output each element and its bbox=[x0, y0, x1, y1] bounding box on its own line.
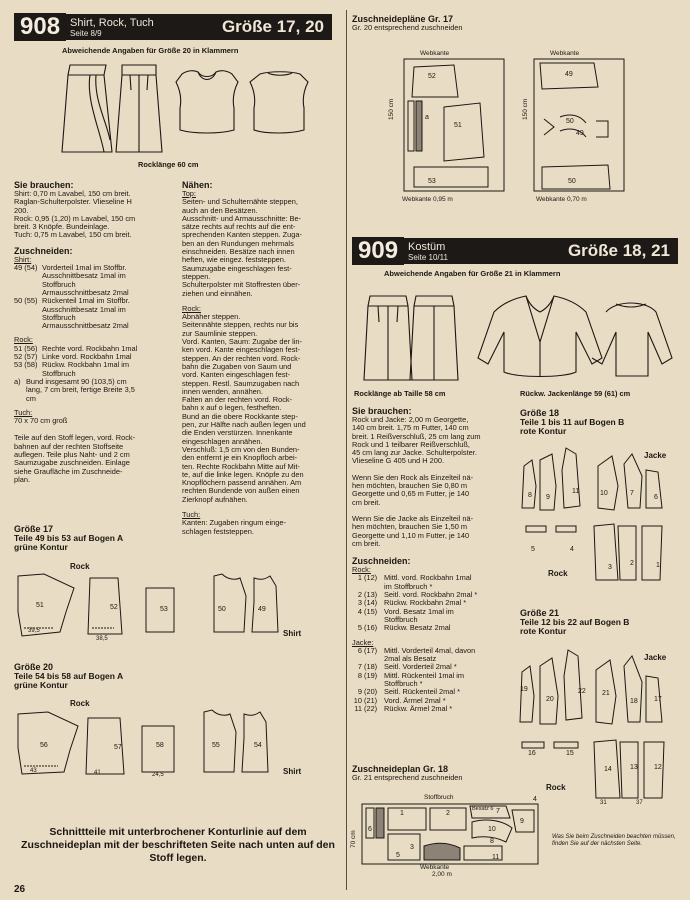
cutting-para: siehe Graufläche im Zuschneide- bbox=[14, 466, 123, 476]
sewing-line: Seiten- und Schulternähte steppen, bbox=[182, 197, 298, 207]
sewing-line: ken vord. Kante eingeschlagen fest- bbox=[182, 345, 300, 355]
sewing-line: Seitennähte steppen, rechts nur bis bbox=[182, 320, 299, 330]
plan-piece: 51 bbox=[454, 122, 462, 129]
piece-num bbox=[14, 322, 42, 330]
piece-label: 12 bbox=[654, 764, 662, 771]
size21-jacke-label: Jacke bbox=[644, 653, 667, 662]
plan18-piece: 2 bbox=[446, 810, 450, 817]
measure-label: 37 bbox=[636, 800, 643, 806]
sewing-line: sprechenden Kanten steppen. Zuga- bbox=[182, 230, 302, 240]
piece-label: 51 bbox=[36, 602, 44, 609]
piece-num: 11 bbox=[354, 703, 362, 713]
piece-text: Rückw. Besatz 2mal bbox=[384, 623, 451, 633]
column-divider bbox=[346, 10, 347, 890]
shirt-label: Shirt: bbox=[14, 254, 32, 264]
sewing-heading: Nähen: bbox=[182, 180, 213, 190]
piece-label: 21 bbox=[602, 690, 610, 697]
plan-piece: a bbox=[425, 114, 429, 121]
sewing-line: pen, zur Hälfte nach außen legen und bbox=[182, 420, 306, 430]
piece-text: Mittl. vord. Rockbahn 1mal bbox=[384, 573, 472, 583]
piece-label: 15 bbox=[566, 750, 574, 757]
page-number: 26 bbox=[14, 884, 26, 895]
plan18-piece: 6 bbox=[368, 826, 372, 833]
pattern-number: 908 bbox=[14, 13, 66, 41]
plan18-piece: 3 bbox=[410, 844, 414, 851]
piece-text: Stoffbruch bbox=[42, 312, 76, 322]
materials-line: Rock und Jacke: 2,00 m Georgette, bbox=[352, 415, 469, 424]
size21-line2: rote Kontur bbox=[520, 626, 567, 636]
top-label: Top: bbox=[182, 189, 196, 198]
piece-label: 22 bbox=[578, 688, 586, 695]
piece-num: 4 bbox=[357, 606, 362, 616]
rock-sew-label: Rock: bbox=[182, 303, 201, 313]
piece-label: 9 bbox=[546, 494, 550, 501]
piece-alt: (16) bbox=[364, 623, 378, 633]
piece-text: Rückw. Rockbahn 2mal * bbox=[384, 598, 467, 608]
plan-height: 150 cm bbox=[388, 98, 395, 120]
piece-alt: (19) bbox=[364, 670, 378, 680]
piece-label: 5 bbox=[531, 546, 535, 553]
piece-label: 55 bbox=[212, 742, 220, 749]
materials-section-909 bbox=[352, 406, 512, 713]
sewing-line: Zierknopf aufnähen. bbox=[182, 494, 248, 504]
sewing-line: Schulterpolster mit Stoffresten über- bbox=[182, 280, 301, 290]
size-note: Abweichende Angaben für Größe 21 in Klammern bbox=[384, 269, 561, 278]
piece-text: Stoffbruch bbox=[384, 614, 418, 624]
plan-piece: 49 bbox=[565, 71, 573, 78]
size17-shirt-label: Shirt bbox=[283, 629, 302, 638]
piece-num bbox=[14, 395, 26, 403]
cutting-plans-subtitle: Gr. 20 entsprechend zuschneiden bbox=[352, 23, 463, 32]
size17-title: Größe 17 bbox=[14, 524, 54, 534]
piece-label: 57 bbox=[114, 744, 122, 751]
garment-illustrations-908 bbox=[60, 60, 340, 160]
size17-line1: Teile 49 bis 53 auf Bogen A bbox=[14, 533, 124, 543]
sewing-line: steppen. Restl. Saumzugaben nach bbox=[182, 378, 300, 388]
pattern-title: Kostüm bbox=[408, 240, 446, 253]
materials-line: Wenn Sie den Rock als Einzelteil nä- bbox=[352, 472, 474, 482]
pattern-pages: Seite 8/9 bbox=[70, 28, 102, 38]
materials-line: hen möchten, brauchen Sie 0,80 m bbox=[352, 481, 468, 491]
size18-line1: Teile 1 bis 11 auf Bogen B bbox=[520, 417, 625, 427]
piece-text: Linke vord. Rockbahn 1mal bbox=[42, 352, 132, 362]
size18-block bbox=[520, 408, 680, 436]
sewing-line: bahn x auf o legen, festheften. bbox=[182, 403, 282, 413]
piece-num: 10 bbox=[353, 695, 362, 705]
cut-item bbox=[14, 322, 174, 330]
plan18-piece: Besatz 6 bbox=[472, 806, 494, 812]
piece-label: 20 bbox=[546, 696, 554, 703]
size-range: Größe 18, 21 bbox=[567, 241, 670, 260]
sewing-line: vord. Kanten eingeschlagen fest- bbox=[182, 370, 291, 380]
piece-label: 49 bbox=[258, 606, 266, 613]
piece-label: 10 bbox=[600, 490, 608, 497]
sewing-line: eingeschlagen annähen. bbox=[182, 436, 263, 446]
piece-text: Vord. Ärmel 2mal * bbox=[384, 695, 446, 705]
plan-piece: 52 bbox=[428, 73, 436, 80]
materials-section-908 bbox=[14, 180, 174, 484]
piece-label: 7 bbox=[630, 490, 634, 497]
size17-block bbox=[14, 524, 194, 552]
sewing-line: ten. Rechte Rockbahn Mitte auf Mit- bbox=[182, 461, 300, 471]
sewing-line: ziehen und einnähen. bbox=[182, 288, 253, 298]
piece-alt: (14) bbox=[364, 598, 378, 608]
piece-num: 2 bbox=[357, 590, 362, 600]
materials-line: 200. bbox=[14, 205, 29, 215]
sewing-line: innen wenden, annähen. bbox=[182, 386, 263, 396]
piece-num bbox=[14, 306, 42, 314]
materials-line: cm breit. bbox=[352, 538, 381, 548]
pattern-number: 909 bbox=[352, 237, 404, 265]
cut-item bbox=[352, 574, 512, 582]
sewing-line: Knopflöchern passend annähen. Am bbox=[182, 478, 302, 488]
piece-text: Seitl. Vorderteil 2mal * bbox=[384, 662, 457, 672]
piece-num bbox=[14, 386, 26, 394]
materials-line: Georgette und 0,65 m Futter, je 140 bbox=[352, 489, 470, 499]
cutting-heading: Zuschneiden: bbox=[352, 556, 411, 567]
piece-num: 3 bbox=[357, 598, 362, 608]
piece-text: Stoffbruch * bbox=[384, 679, 423, 689]
piece-alt: (17) bbox=[364, 645, 378, 655]
garment-illustrations-909 bbox=[354, 282, 684, 388]
piece-label: 8 bbox=[528, 492, 532, 499]
size18-rock-label: Rock bbox=[548, 569, 568, 578]
sewing-line: te, auf die linke legen. Knöpfe zu den bbox=[182, 469, 304, 479]
plan18-piece: 1 bbox=[400, 810, 404, 817]
piece-label: 11 bbox=[572, 488, 580, 495]
piece-label: 13 bbox=[630, 764, 638, 771]
sewing-line: Vord. Kanten, Saum: Zugabe der lin- bbox=[182, 337, 302, 347]
size-range: Größe 17, 20 bbox=[221, 17, 324, 36]
size21-line1: Teile 12 bis 22 auf Bogen B bbox=[520, 617, 630, 627]
piece-text: 2mal als Besatz bbox=[384, 654, 437, 664]
plan18-subtitle: Gr. 21 entsprechend zuschneiden bbox=[352, 773, 463, 782]
jacke-label: Jacke: bbox=[352, 637, 374, 647]
piece-text: Bund insgesamt 90 (103,5) cm bbox=[26, 376, 127, 386]
rock-label: Rock: bbox=[14, 335, 33, 345]
cut-item bbox=[14, 272, 174, 280]
piece-num: 52 (57) bbox=[14, 352, 38, 362]
piece-text: Vorderteil 1mal im Stoffbr. bbox=[42, 263, 127, 273]
cut-item bbox=[352, 608, 512, 616]
piece-label: 53 bbox=[160, 606, 168, 613]
piece-num: 5 bbox=[357, 623, 362, 633]
piece-label: 4 bbox=[570, 546, 574, 553]
piece-alt: (18) bbox=[364, 662, 378, 672]
size17-rock-label: Rock bbox=[70, 562, 90, 571]
materials-line: breit. 1 Reißverschluß, 25 cm lang zum bbox=[352, 431, 481, 441]
cutting-heading: Zuschneiden: bbox=[14, 245, 73, 256]
piece-alt: (15) bbox=[364, 606, 378, 616]
tuch-label: Tuch: bbox=[14, 407, 33, 417]
piece-label: 16 bbox=[528, 750, 536, 757]
piece-alt: (21) bbox=[364, 695, 378, 705]
materials-line: cm breit. bbox=[352, 497, 381, 507]
piece-text: Stoffbruch bbox=[42, 368, 76, 378]
plan18-piece: 8 bbox=[490, 838, 494, 845]
size20-block bbox=[14, 662, 194, 690]
materials-line: breit. 3 Knöpfe. Bundeinlage. bbox=[14, 222, 110, 232]
sewing-line: heften, wie eingez. feststeppen. bbox=[182, 255, 286, 265]
size17-pieces bbox=[14, 572, 294, 644]
piece-label: 50 bbox=[218, 606, 226, 613]
piece-label: 6 bbox=[654, 494, 658, 501]
sewing-line: Falten an der rechten vord. Rock- bbox=[182, 395, 293, 405]
pattern-pages: Seite 10/11 bbox=[408, 252, 448, 262]
cutting-plans-title: Zuschneidepläne Gr. 17 bbox=[352, 14, 454, 24]
sewing-line: Abnäher steppen. bbox=[182, 312, 241, 322]
plan18-piece: 9 bbox=[520, 818, 524, 825]
sewing-line: auch an den Besätzen. bbox=[182, 205, 258, 215]
piece-num: 7 bbox=[357, 662, 362, 672]
footer-note: Schnittteile mit unterbrochener Konturlinie auf dem Zuschneideplan mit der beschrifteten Seite nach unten auf den Stoff legen. bbox=[21, 826, 335, 864]
piece-num: 6 bbox=[357, 645, 362, 655]
materials-line: hen möchten, brauchen Sie 1,50 m bbox=[352, 522, 468, 532]
plan18-width: 2,00 m bbox=[432, 871, 452, 878]
cut-item bbox=[352, 624, 512, 632]
plan18-stoffbruch: Stoffbruch bbox=[424, 794, 454, 801]
sewing-line: Bund an die obere Rockkante step- bbox=[182, 411, 298, 421]
piece-num: 49 (54) bbox=[14, 263, 38, 273]
piece-num: 51 (56) bbox=[14, 343, 38, 353]
header-908 bbox=[14, 14, 332, 40]
size21-title: Größe 21 bbox=[520, 608, 560, 618]
piece-label: 1 bbox=[656, 562, 660, 569]
materials-line: Rock: 0,95 (1,20) m Lavabel, 150 cm bbox=[14, 213, 136, 223]
cutting-para: Teile auf den Stoff legen, vord. Rock- bbox=[14, 433, 136, 443]
piece-alt: (22) bbox=[364, 703, 378, 713]
piece-text: Armausschnittbesatz 2mal bbox=[42, 321, 129, 331]
size18-jacke-label: Jacke bbox=[644, 451, 667, 460]
size18-pieces bbox=[518, 446, 678, 596]
plan-width: Webkante 0,95 m bbox=[402, 196, 453, 203]
sewing-line: Saumzugabe eingeschlagen fest- bbox=[182, 263, 292, 273]
plan18-piece: 4 bbox=[533, 796, 537, 803]
piece-text: Seitl. Rückenteil 2mal * bbox=[384, 687, 460, 697]
sewing-line: sätze rechts auf rechts auf die ent- bbox=[182, 222, 296, 232]
sewing-line: einschneiden. Besätze nach innen bbox=[182, 247, 295, 257]
plan18-piece: 10 bbox=[488, 826, 496, 833]
measure-label: 38,5 bbox=[96, 636, 108, 642]
piece-num bbox=[14, 272, 42, 280]
size21-rock-label: Rock bbox=[546, 783, 566, 792]
plan18-height: 70 cm bbox=[350, 830, 357, 848]
plan-piece: 49 bbox=[576, 130, 584, 137]
cut-item bbox=[14, 361, 174, 369]
size17-line2: grüne Kontur bbox=[14, 542, 68, 552]
piece-text: Mittl. Rückenteil 1mal im bbox=[384, 670, 465, 680]
size20-line1: Teile 54 bis 58 auf Bogen A bbox=[14, 671, 124, 681]
plan18-piece: 5 bbox=[396, 852, 400, 859]
materials-line: 140 cm breit. 1,75 m Futter, 140 cm bbox=[352, 423, 469, 433]
piece-text: Stoffbruch bbox=[42, 279, 76, 289]
size21-pieces bbox=[518, 646, 678, 806]
measure-label: 39,5 bbox=[28, 628, 40, 634]
piece-text: Vord. Besatz 1mal im bbox=[384, 606, 454, 616]
sewing-line: rechten Bundende von außen einen bbox=[182, 486, 300, 496]
piece-label: 52 bbox=[110, 604, 118, 611]
webkante-label: Webkante bbox=[420, 50, 450, 57]
sewing-line: die Enden verstürzen. Innenkante bbox=[182, 428, 293, 438]
piece-num: 53 (58) bbox=[14, 360, 38, 370]
plan-piece: 53 bbox=[428, 178, 436, 185]
measure-label: 31 bbox=[600, 800, 607, 806]
piece-num bbox=[14, 281, 42, 289]
materials-line: Vlieseline G 405 und H 200. bbox=[352, 456, 445, 466]
piece-label: 18 bbox=[630, 698, 638, 705]
piece-label: 3 bbox=[608, 564, 612, 571]
size20-line2: grüne Kontur bbox=[14, 680, 68, 690]
tuch-size: 70 x 70 cm groß bbox=[14, 416, 68, 426]
size20-rock-label: Rock bbox=[70, 699, 90, 708]
piece-text: im Stoffbruch * bbox=[384, 581, 433, 591]
materials-line: Georgette und 1,10 m Futter, je 140 bbox=[352, 530, 470, 540]
piece-label: 2 bbox=[630, 560, 634, 567]
jacket-length-909: Rückw. Jackenlänge 59 (61) cm bbox=[520, 389, 631, 398]
cut-item bbox=[14, 386, 174, 394]
skirt-length-909: Rocklänge ab Taille 58 cm bbox=[354, 389, 446, 398]
piece-num: a) bbox=[14, 376, 21, 386]
size20-pieces bbox=[14, 708, 294, 780]
cut-item bbox=[14, 395, 174, 403]
piece-text: Armausschnittbesatz 2mal bbox=[42, 287, 129, 297]
plan18-side-note: Was Sie beim Zuschneiden beachten müssen, finden Sie auf der nächsten Seite. bbox=[552, 834, 676, 847]
materials-line: Shirt: 0,70 m Lavabel, 150 cm breit. bbox=[14, 189, 131, 198]
sewing-line: schlagen feststeppen. bbox=[182, 526, 254, 536]
piece-label: 14 bbox=[604, 766, 612, 773]
piece-num bbox=[14, 314, 42, 322]
cutting-para: Saumzugabe zuschneiden. Einlage bbox=[14, 458, 130, 468]
tuch-sew-label: Tuch: bbox=[182, 509, 201, 519]
measure-label: 41 bbox=[94, 770, 101, 776]
piece-num: 1 bbox=[357, 573, 362, 583]
piece-label: 58 bbox=[156, 742, 164, 749]
cutting-para: plan. bbox=[14, 474, 31, 484]
piece-num: 50 (55) bbox=[14, 296, 38, 306]
materials-heading: Sie brauchen: bbox=[352, 406, 412, 416]
plan18-webkante: Webkante bbox=[420, 864, 450, 871]
materials-line: Raglan-Schulterpolster. Vlieseline H bbox=[14, 197, 132, 207]
piece-text: Mittl. Vorderteil 4mal, davon bbox=[384, 645, 476, 655]
piece-text: Ausschnittbesatz 1mal im bbox=[42, 304, 126, 314]
cutting-para: auflegen. Teile plus Naht- und 2 cm bbox=[14, 450, 130, 460]
sewing-line: Kanten: Zugaben ringum einge- bbox=[182, 518, 286, 528]
materials-line: 45 cm lang zur Jacke. Schulterpolster. bbox=[352, 448, 477, 458]
plan18-piece: 7 bbox=[496, 808, 500, 815]
pattern-title: Shirt, Rock, Tuch bbox=[70, 16, 154, 29]
materials-line: Wenn Sie die Jacke als Einzelteil nä- bbox=[352, 513, 474, 523]
plan-piece: 50 bbox=[568, 178, 576, 185]
measure-label: 24,5 bbox=[152, 772, 164, 778]
piece-text: cm bbox=[26, 393, 36, 403]
size-note: Abweichende Angaben für Größe 20 in Klammern bbox=[62, 46, 239, 55]
sewing-line: zur Saumlinie steppen. bbox=[182, 328, 258, 338]
cutting-para: bahnen auf der rechten Stoffseite bbox=[14, 441, 124, 451]
plan18-piece: 11 bbox=[492, 854, 500, 861]
sewing-line: ben an den Rundungen mehrmals bbox=[182, 238, 294, 248]
sewing-line: den entfernt je ein Knopfloch arbei- bbox=[182, 453, 298, 463]
sewing-line: steppen. An der rechten vord. Rock- bbox=[182, 353, 301, 363]
header-909 bbox=[352, 238, 678, 264]
piece-num: 8 bbox=[357, 670, 362, 680]
plan18-title: Zuschneideplan Gr. 18 bbox=[352, 764, 449, 774]
plan-width: Webkante 0,70 m bbox=[536, 196, 587, 203]
piece-alt: (13) bbox=[364, 590, 378, 600]
cut-item bbox=[14, 306, 174, 314]
rock-label: Rock: bbox=[352, 565, 371, 575]
piece-text: Rückenteil 1mal im Stoffbr. bbox=[42, 296, 130, 306]
piece-label: 54 bbox=[254, 742, 262, 749]
measure-label: 43 bbox=[30, 768, 37, 774]
plan-height: 150 cm bbox=[522, 98, 529, 120]
piece-alt: (20) bbox=[364, 687, 378, 697]
sewing-line: Ausschnitt- und Armausschnitte: Be- bbox=[182, 213, 302, 223]
plan-piece: 50 bbox=[566, 118, 574, 125]
piece-text: Rückw. Ärmel 2mal * bbox=[384, 703, 453, 713]
size18-line2: rote Kontur bbox=[520, 426, 567, 436]
piece-text: lang, 7 cm breit, fertige Breite 3,5 bbox=[26, 385, 135, 395]
piece-text: Seitl. vord. Rockbahn 2mal * bbox=[384, 590, 478, 600]
piece-label: 19 bbox=[520, 686, 528, 693]
sewing-section-908 bbox=[182, 180, 340, 536]
sewing-line: bahn die Zugaben von Saum und bbox=[182, 361, 292, 371]
piece-text: Rückw. Rockbahn 1mal im bbox=[42, 360, 130, 370]
sewing-line: Verschluß: 1,5 cm von den Bunden- bbox=[182, 444, 300, 454]
piece-text: Ausschnittbesatz 1mal im bbox=[42, 271, 126, 281]
size20-shirt-label: Shirt bbox=[283, 767, 302, 776]
cut-item bbox=[352, 672, 512, 680]
size18-title: Größe 18 bbox=[520, 408, 560, 418]
cut-item bbox=[352, 705, 512, 713]
webkante-label: Webkante bbox=[550, 50, 580, 57]
materials-heading: Sie brauchen: bbox=[14, 180, 74, 190]
materials-line: Tuch: 0,75 m Lavabel, 150 cm breit. bbox=[14, 230, 132, 240]
skirt-length-caption: Rocklänge 60 cm bbox=[138, 160, 199, 169]
materials-line: Rock und 1 teilbarer Reißverschluß, bbox=[352, 439, 470, 449]
piece-label: 56 bbox=[40, 742, 48, 749]
piece-num: 9 bbox=[357, 687, 362, 697]
piece-alt: (12) bbox=[364, 573, 378, 583]
size21-block bbox=[520, 608, 680, 636]
size20-title: Größe 20 bbox=[14, 662, 54, 672]
piece-label: 17 bbox=[654, 696, 662, 703]
piece-text: Rechte vord. Rockbahn 1mal bbox=[42, 343, 138, 353]
sewing-line: steppen. bbox=[182, 271, 211, 281]
